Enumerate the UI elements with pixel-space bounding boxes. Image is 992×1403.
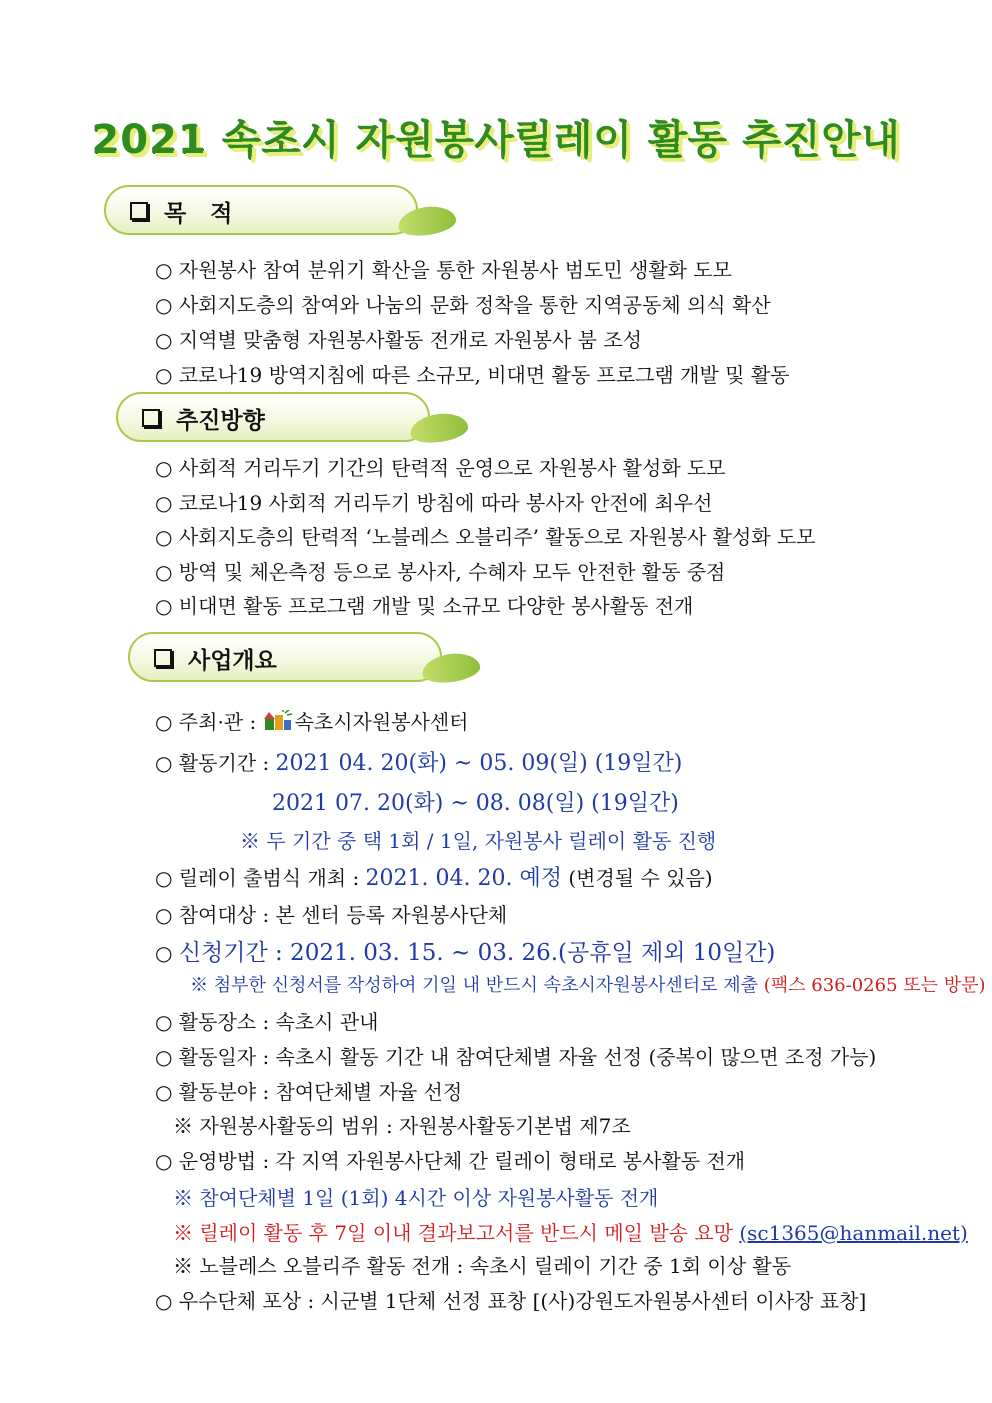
overview-ceremony: ○ 릴레이 출범식 개최 : 2021. 04. 20. 예정 (변경될 수 있음) <box>155 866 713 891</box>
direction-item-2: ○ 코로나19 사회적 거리두기 방침에 따라 봉사자 안전에 최우선 <box>155 491 713 515</box>
section-direction-header <box>116 392 466 444</box>
checkbox-square-icon <box>154 649 172 667</box>
section-purpose-heading: 목 적 <box>164 200 233 227</box>
method-note-1: ※ 참여단체별 1일 (1회) 4시간 이상 자원봉사활동 전개 <box>173 1186 659 1210</box>
page-title: 2021 속초시 자원봉사릴레이 활동 추진안내 <box>91 117 901 163</box>
period-first: 2021 04. 20(화) ~ 05. 09(일) (19일간) <box>275 751 683 776</box>
apply-note: ※ 첨부한 신청서를 작성하여 기일 내 반드시 속초시자원봉사센터로 제출 (팩스 636-0265 또는 방문) <box>190 975 986 996</box>
overview-period: ○ 활동기간 : 2021 04. 20(화) ~ 05. 09(일) (19일간) <box>155 751 683 776</box>
period-note: ※ 두 기간 중 택 1회 / 1일, 자원봉사 릴레이 활동 진행 <box>240 829 717 853</box>
checkbox-square-icon <box>130 202 148 220</box>
section-direction-heading: 추진방향 <box>176 407 265 434</box>
direction-item-4: ○ 방역 및 체온측정 등으로 봉사자, 수혜자 모두 안전한 활동 중점 <box>155 560 726 584</box>
overview-target: ○ 참여대상 : 본 센터 등록 자원봉사단체 <box>155 903 508 927</box>
section-overview-header <box>128 632 478 684</box>
checkbox-square-icon <box>142 409 160 427</box>
purpose-item-3: ○ 지역별 맞춤형 자원봉사활동 전개로 자원봉사 붐 조성 <box>155 328 642 352</box>
email-link[interactable]: (sc1365@hanmail.net) <box>739 1221 968 1245</box>
overview-apply: ○ 신청기간 : 2021. 03. 15. ~ 03. 26.(공휴일 제외 10일간) <box>155 940 776 966</box>
overview-method: ○ 운영방법 : 각 지역 자원봉사단체 간 릴레이 형태로 봉사활동 전개 <box>155 1149 746 1173</box>
purpose-item-1: ○ 자원봉사 참여 분위기 확산을 통한 자원봉사 범도민 생활화 도모 <box>155 258 732 282</box>
field-note: ※ 자원봉사활동의 범위 : 자원봉사활동기본법 제7조 <box>173 1114 631 1138</box>
purpose-item-2: ○ 사회지도층의 참여와 나눔의 문화 정착을 통한 지역공동체 의식 확산 <box>155 293 771 317</box>
section-purpose-header <box>104 185 454 237</box>
overview-award: ○ 우수단체 포상 : 시군별 1단체 선정 표창 [(사)강원도자원봉사센터 이사장 표창] <box>155 1289 867 1313</box>
overview-date: ○ 활동일자 : 속초시 활동 기간 내 참여단체별 자율 선정 (중복이 많으면 조정 가능) <box>155 1045 877 1069</box>
method-note-3: ※ 노블레스 오블리주 활동 전개 : 속초시 릴레이 기간 중 1회 이상 활동 <box>173 1254 792 1278</box>
direction-item-1: ○ 사회적 거리두기 기간의 탄력적 운영으로 자원봉사 활성화 도모 <box>155 456 726 480</box>
purpose-item-4: ○ 코로나19 방역지침에 따른 소규모, 비대면 활동 프로그램 개발 및 활동 <box>155 363 790 387</box>
overview-place: ○ 활동장소 : 속초시 관내 <box>155 1010 379 1034</box>
overview-host: ○ 주최·관 : 속초시자원봉사센터 <box>155 710 469 734</box>
period-second: 2021 07. 20(화) ~ 08. 08(일) (19일간) <box>272 791 679 816</box>
direction-item-5: ○ 비대면 활동 프로그램 개발 및 소규모 다양한 봉사활동 전개 <box>155 594 694 618</box>
overview-field: ○ 활동분야 : 참여단체별 자율 선정 <box>155 1080 463 1104</box>
section-overview-heading: 사업개요 <box>188 647 277 674</box>
center-logo-icon <box>263 710 293 732</box>
direction-item-3: ○ 사회지도층의 탄력적 ‘노블레스 오블리주’ 활동으로 자원봉사 활성화 도모 <box>155 525 816 549</box>
method-note-2: ※ 릴레이 활동 후 7일 이내 결과보고서를 반드시 메일 발송 요망 (sc1365@hanmail.net) <box>173 1221 968 1245</box>
